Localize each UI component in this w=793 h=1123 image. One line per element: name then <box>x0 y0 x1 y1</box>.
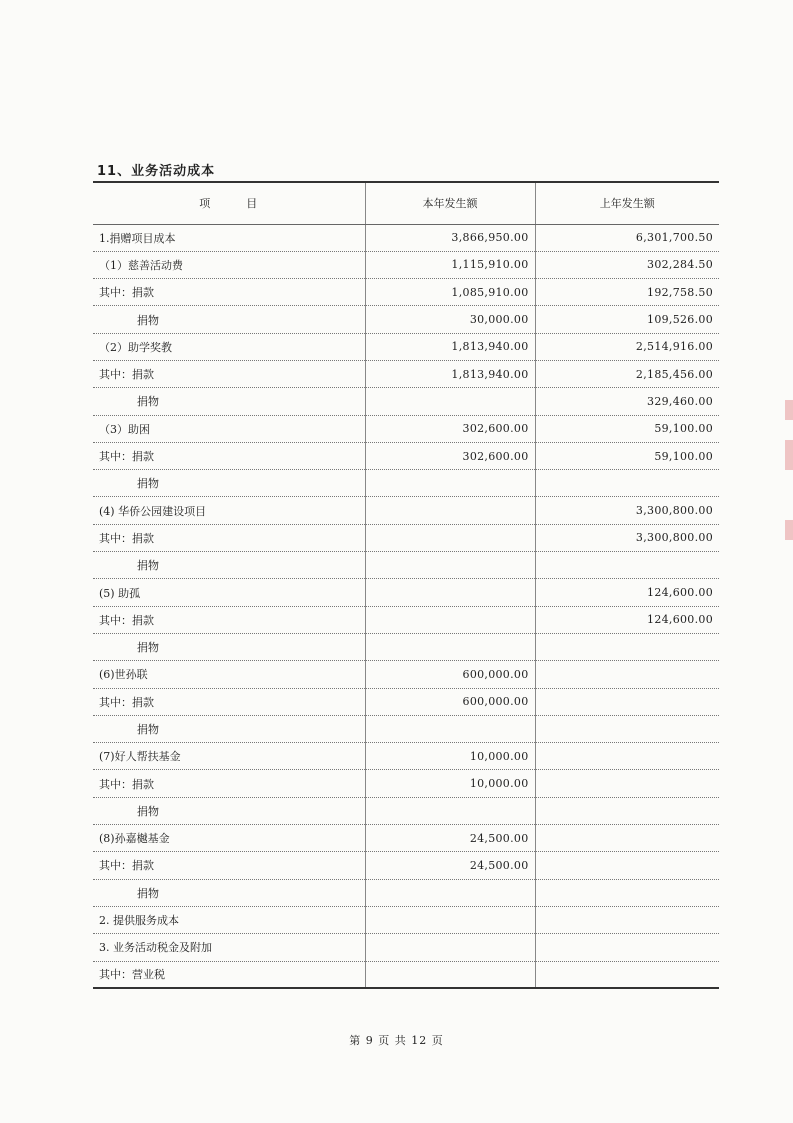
row-item-label: （3）助困 <box>93 415 365 442</box>
table-row <box>93 743 719 770</box>
row-previous-year-amount <box>535 879 719 906</box>
row-current-year-amount: 24,500.00 <box>365 825 535 852</box>
row-current-year-amount <box>365 879 535 906</box>
row-current-year-amount: 600,000.00 <box>365 688 535 715</box>
row-previous-year-amount <box>535 688 719 715</box>
table-body <box>93 224 719 988</box>
row-item-label: 捐物 <box>93 633 365 660</box>
table-row <box>93 524 719 551</box>
row-item-label: 3. 业务活动税金及附加 <box>93 934 365 961</box>
row-current-year-amount: 302,600.00 <box>365 442 535 469</box>
row-current-year-amount: 302,600.00 <box>365 415 535 442</box>
header-current-year: 本年发生额 <box>365 182 535 224</box>
table-row <box>93 961 719 988</box>
table-row <box>93 688 719 715</box>
page-number: 第 9 页 共 12 页 <box>349 1034 444 1047</box>
row-current-year-amount <box>365 797 535 824</box>
table-row <box>93 306 719 333</box>
business-cost-table <box>93 181 719 989</box>
row-previous-year-amount <box>535 961 719 988</box>
row-current-year-amount: 1,085,910.00 <box>365 279 535 306</box>
row-current-year-amount <box>365 633 535 660</box>
table-row <box>93 770 719 797</box>
row-previous-year-amount <box>535 661 719 688</box>
row-current-year-amount: 10,000.00 <box>365 770 535 797</box>
table-row <box>93 552 719 579</box>
table-row <box>93 224 719 251</box>
table-row <box>93 715 719 742</box>
row-previous-year-amount <box>535 743 719 770</box>
row-current-year-amount <box>365 552 535 579</box>
row-current-year-amount: 10,000.00 <box>365 743 535 770</box>
row-item-label: （1）慈善活动费 <box>93 251 365 278</box>
row-item-label: (8)孙嘉樾基金 <box>93 825 365 852</box>
row-previous-year-amount <box>535 934 719 961</box>
row-previous-year-amount: 124,600.00 <box>535 579 719 606</box>
row-item-label: 捐物 <box>93 306 365 333</box>
section-title: 11、业务活动成本 <box>97 164 216 179</box>
row-current-year-amount <box>365 470 535 497</box>
row-previous-year-amount: 302,284.50 <box>535 251 719 278</box>
row-previous-year-amount <box>535 825 719 852</box>
row-current-year-amount <box>365 961 535 988</box>
row-item-label: 其中：捐款 <box>93 852 365 879</box>
table-row <box>93 852 719 879</box>
row-previous-year-amount: 3,300,800.00 <box>535 524 719 551</box>
row-item-label: 捐物 <box>93 470 365 497</box>
row-previous-year-amount: 2,514,916.00 <box>535 333 719 360</box>
row-item-label: 其中：捐款 <box>93 606 365 633</box>
row-item-label: 捐物 <box>93 715 365 742</box>
row-previous-year-amount: 329,460.00 <box>535 388 719 415</box>
row-previous-year-amount <box>535 633 719 660</box>
row-item-label: 其中：捐款 <box>93 360 365 387</box>
row-current-year-amount: 600,000.00 <box>365 661 535 688</box>
table-row <box>93 415 719 442</box>
row-current-year-amount <box>365 715 535 742</box>
row-item-label: (6)世孙联 <box>93 661 365 688</box>
table-row <box>93 661 719 688</box>
table-row <box>93 497 719 524</box>
row-item-label: 其中：捐款 <box>93 688 365 715</box>
row-current-year-amount: 30,000.00 <box>365 306 535 333</box>
row-item-label: 捐物 <box>93 797 365 824</box>
row-item-label: 其中：捐款 <box>93 770 365 797</box>
table-row <box>93 442 719 469</box>
row-item-label: （2）助学奖教 <box>93 333 365 360</box>
table-row <box>93 579 719 606</box>
row-item-label: 捐物 <box>93 388 365 415</box>
table-row <box>93 934 719 961</box>
row-previous-year-amount: 2,185,456.00 <box>535 360 719 387</box>
table-row <box>93 606 719 633</box>
row-current-year-amount <box>365 906 535 933</box>
row-previous-year-amount <box>535 552 719 579</box>
row-current-year-amount <box>365 524 535 551</box>
row-current-year-amount <box>365 934 535 961</box>
row-current-year-amount: 24,500.00 <box>365 852 535 879</box>
row-current-year-amount: 1,115,910.00 <box>365 251 535 278</box>
row-previous-year-amount: 59,100.00 <box>535 415 719 442</box>
row-item-label: 捐物 <box>93 552 365 579</box>
row-item-label: (4) 华侨公园建设项目 <box>93 497 365 524</box>
row-previous-year-amount: 3,300,800.00 <box>535 497 719 524</box>
row-item-label: 2. 提供服务成本 <box>93 906 365 933</box>
row-item-label: 捐物 <box>93 879 365 906</box>
row-previous-year-amount: 192,758.50 <box>535 279 719 306</box>
row-item-label: 其中：捐款 <box>93 279 365 306</box>
row-item-label: (5) 助孤 <box>93 579 365 606</box>
table-row <box>93 388 719 415</box>
row-item-label: 其中：捐款 <box>93 524 365 551</box>
header-item: 项目 <box>93 182 365 224</box>
table-row <box>93 470 719 497</box>
row-current-year-amount: 3,866,950.00 <box>365 224 535 251</box>
table-row <box>93 879 719 906</box>
row-previous-year-amount: 6,301,700.50 <box>535 224 719 251</box>
row-previous-year-amount: 59,100.00 <box>535 442 719 469</box>
row-previous-year-amount <box>535 852 719 879</box>
row-previous-year-amount: 124,600.00 <box>535 606 719 633</box>
row-previous-year-amount <box>535 770 719 797</box>
table-row <box>93 906 719 933</box>
red-stamp-fragment <box>785 520 793 540</box>
row-current-year-amount <box>365 497 535 524</box>
row-current-year-amount: 1,813,940.00 <box>365 360 535 387</box>
table-header-row <box>93 182 719 224</box>
header-previous-year: 上年发生额 <box>535 182 719 224</box>
row-current-year-amount: 1,813,940.00 <box>365 333 535 360</box>
table-row <box>93 279 719 306</box>
table-row <box>93 797 719 824</box>
row-current-year-amount <box>365 579 535 606</box>
row-item-label: (7)好人帮扶基金 <box>93 743 365 770</box>
red-stamp-fragment <box>785 400 793 420</box>
row-previous-year-amount <box>535 906 719 933</box>
row-previous-year-amount <box>535 797 719 824</box>
table-row <box>93 825 719 852</box>
table-row <box>93 633 719 660</box>
row-previous-year-amount <box>535 470 719 497</box>
row-current-year-amount <box>365 606 535 633</box>
row-item-label: 其中：营业税 <box>93 961 365 988</box>
row-item-label: 1.捐赠项目成本 <box>93 224 365 251</box>
table-row <box>93 360 719 387</box>
row-previous-year-amount: 109,526.00 <box>535 306 719 333</box>
row-previous-year-amount <box>535 715 719 742</box>
row-current-year-amount <box>365 388 535 415</box>
row-item-label: 其中：捐款 <box>93 442 365 469</box>
red-stamp-fragment <box>785 440 793 470</box>
table-row <box>93 251 719 278</box>
table-row <box>93 333 719 360</box>
